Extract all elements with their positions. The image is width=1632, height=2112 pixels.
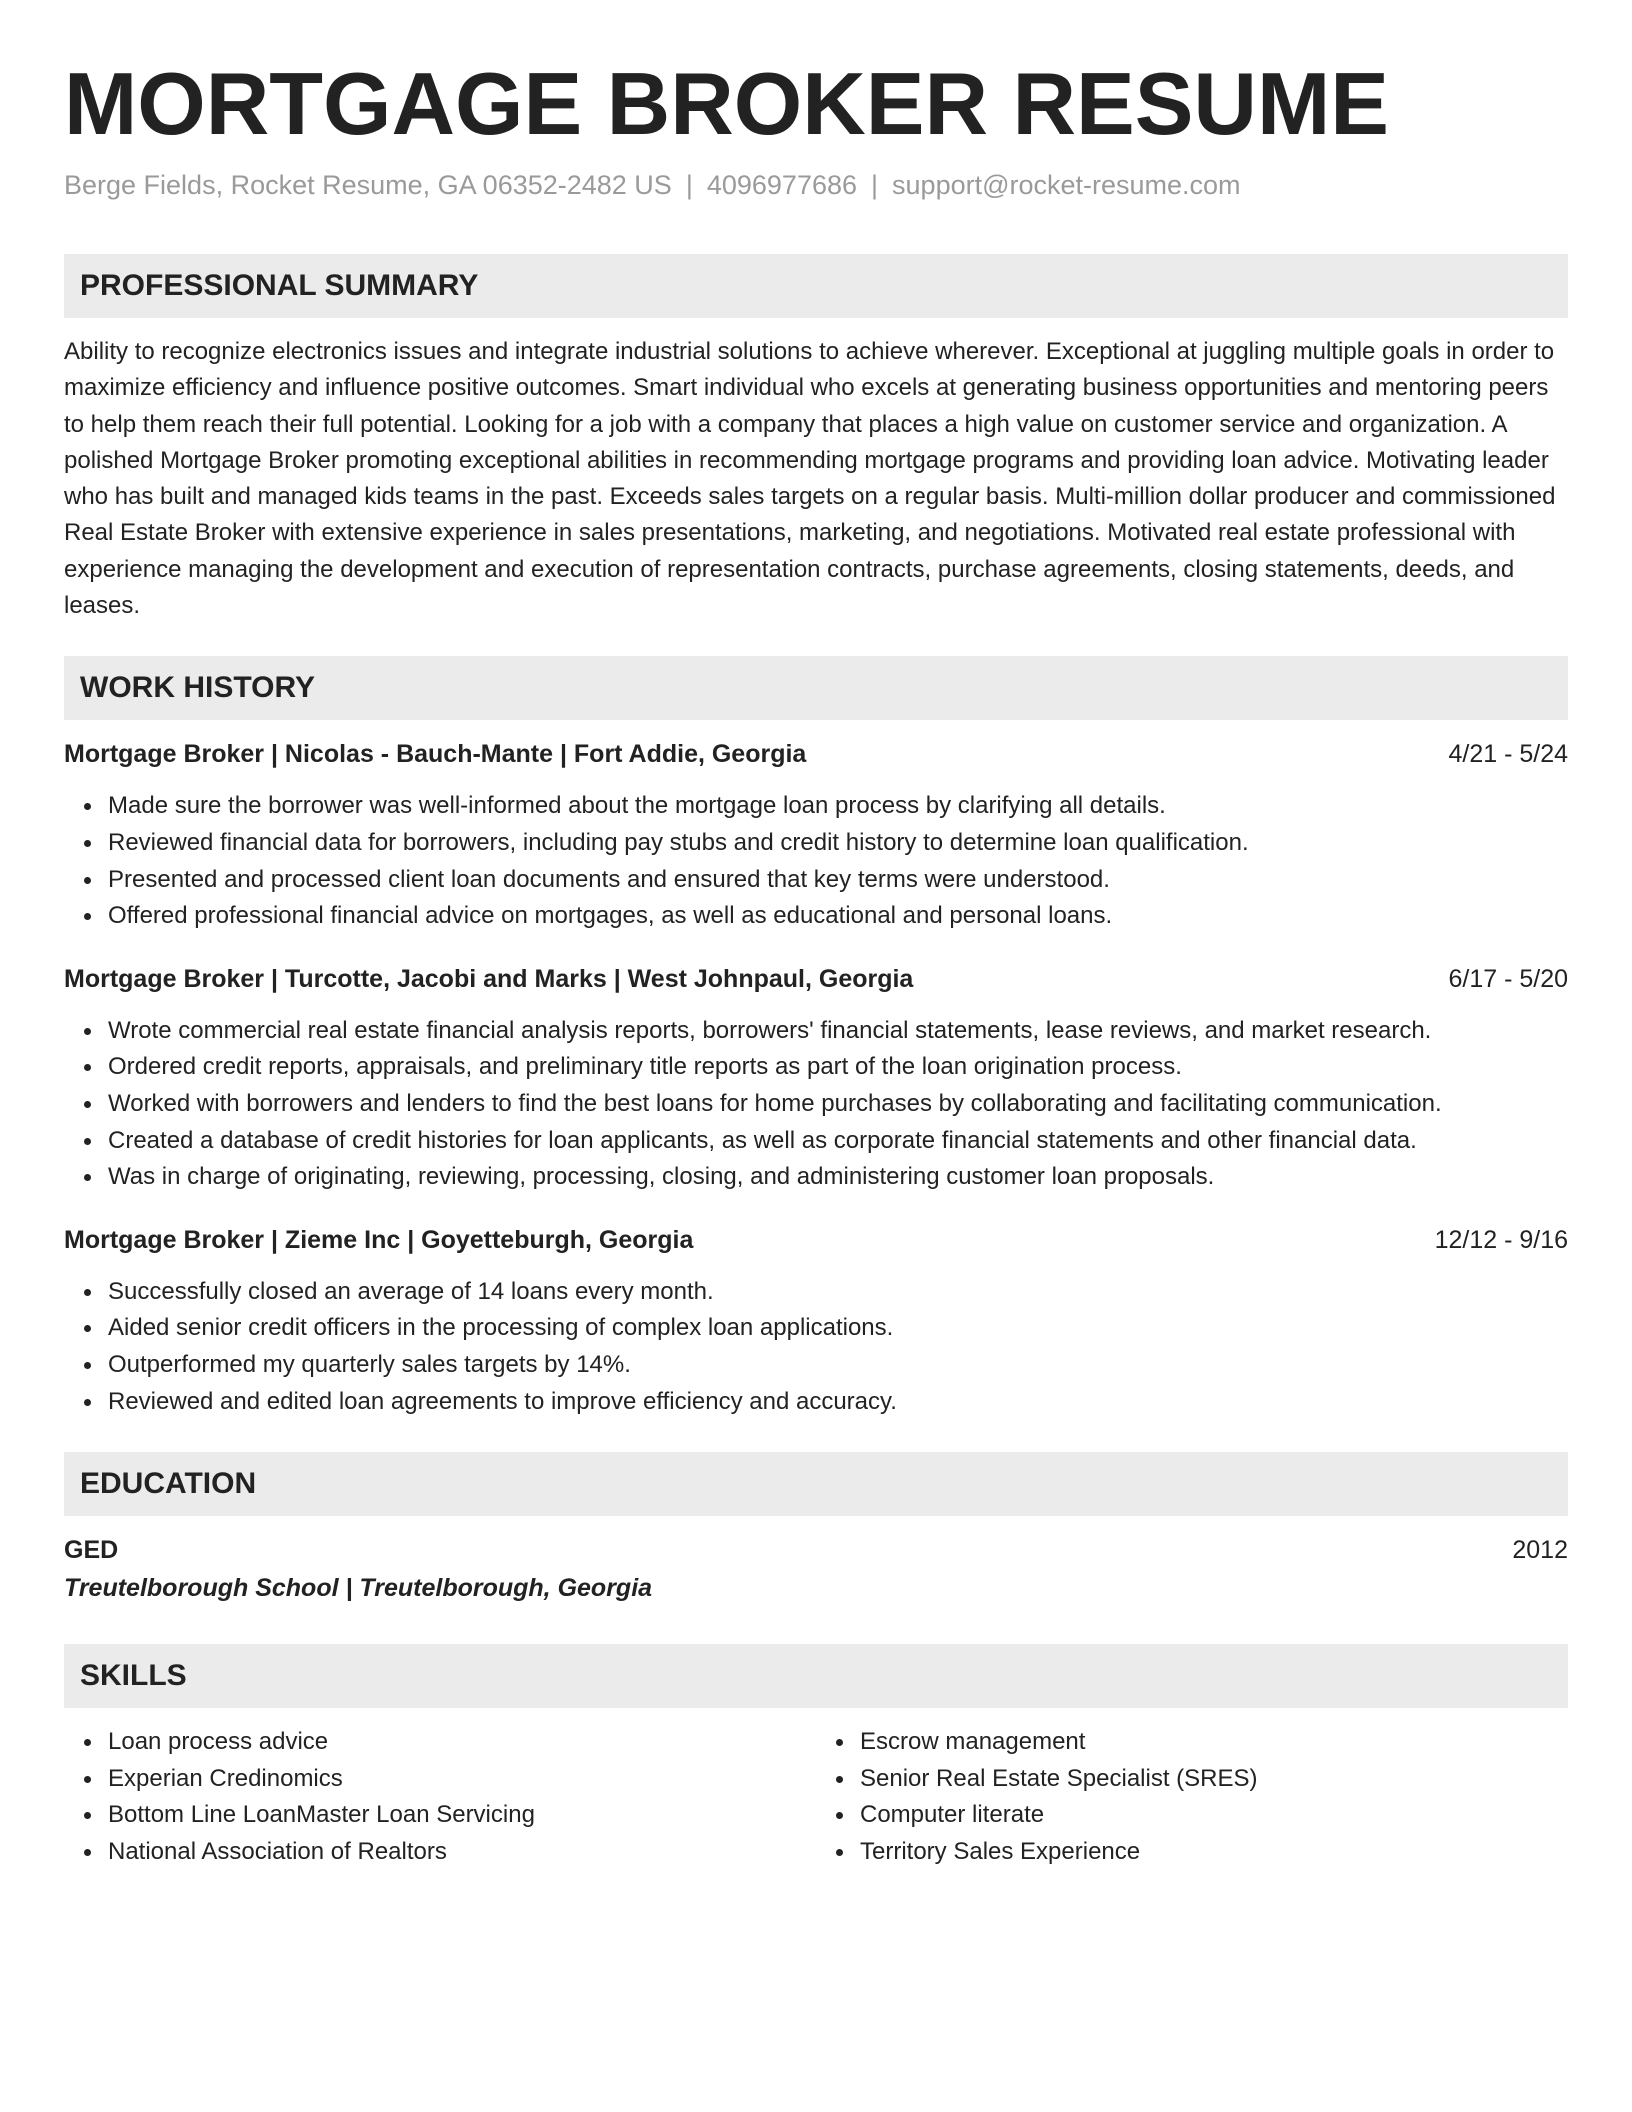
summary-text: Ability to recognize electronics issues and integrate industrial solutions to achieve wherever. Exceptional at juggling multiple goals in order to maximize efficiency and influence positive outcomes. Smart individual who excels at generating business opportunities and mentoring peers to help them reach their full potential. Looking for a job with a company that places a high value on customer service and organization. A polished Mortgage Broker promoting exceptional abilities in recommending mortgage programs and providing loan advice. Motivating leader who has built and managed kids teams in the past. Exceeds sales targets on a regular basis. Multi-million dollar producer and commissioned Real Estate Broker with extensive experience in sales presentations, marketing, and negotiations. Motivated real estate professional with experience managing the development and execution of representation contracts, purchase agreements, closing statements, deeds, and leases. xyxy=(64,338,1556,620)
contact-separator: | xyxy=(685,170,693,200)
skill-text: Territory Sales Experience xyxy=(860,1837,1141,1865)
contact-phone: 4096977686 xyxy=(706,170,858,200)
education-heading: EDUCATION xyxy=(64,1452,1568,1516)
bullet-icon xyxy=(84,1739,91,1746)
bullet-icon xyxy=(84,913,91,920)
skill-text: Computer literate xyxy=(860,1801,1045,1829)
contact-email: support@rocket-resume.com xyxy=(892,170,1241,200)
job-title: Mortgage Broker | Nicolas - Bauch-Mante | Fort Addie, Georgia xyxy=(64,740,807,769)
bullet-text: Aided senior credit officers in the processing of complex loan applications. xyxy=(108,1314,894,1342)
bullet-icon xyxy=(84,1174,91,1181)
list-item xyxy=(108,898,1568,935)
bullet-icon xyxy=(836,1849,843,1856)
skill-text: Senior Real Estate Specialist (SRES) xyxy=(860,1764,1258,1792)
bullet-icon xyxy=(836,1776,843,1783)
skill-text: Bottom Line LoanMaster Loan Servicing xyxy=(108,1801,535,1829)
list-item xyxy=(108,1834,816,1871)
skill-text: Experian Credinomics xyxy=(108,1764,343,1792)
bullet-text: Reviewed and edited loan agreements to improve efficiency and accuracy. xyxy=(108,1387,897,1415)
list-item xyxy=(860,1834,1568,1871)
list-item xyxy=(108,1049,1568,1086)
bullet-icon xyxy=(84,1776,91,1783)
bullet-icon xyxy=(84,1812,91,1819)
bullet-icon xyxy=(84,1101,91,1108)
contact-address: Berge Fields, Rocket Resume, GA 06352-2482 US xyxy=(64,170,672,200)
skill-text: Escrow management xyxy=(860,1728,1086,1756)
job-dates: 6/17 - 5/20 xyxy=(1448,964,1568,993)
bullet-text: Successfully closed an average of 14 loans every month. xyxy=(108,1277,714,1305)
job-title: Mortgage Broker | Turcotte, Jacobi and Marks | West Johnpaul, Georgia xyxy=(64,964,914,993)
list-item xyxy=(860,1724,1568,1761)
list-item xyxy=(108,1274,1568,1311)
list-item xyxy=(108,1123,1568,1160)
skill-text: Loan process advice xyxy=(108,1728,329,1756)
list-item xyxy=(108,1724,816,1761)
contact-separator: | xyxy=(871,170,879,200)
list-item xyxy=(108,862,1568,899)
bullet-text: Ordered credit reports, appraisals, and preliminary title reports as part of the loan origination process. xyxy=(108,1053,1182,1081)
bullet-icon xyxy=(84,1362,91,1369)
job-header xyxy=(64,961,1568,997)
list-item xyxy=(860,1797,1568,1834)
bullet-icon xyxy=(84,1064,91,1071)
skill-text: National Association of Realtors xyxy=(108,1837,447,1865)
bullet-icon xyxy=(84,1028,91,1035)
job-bullets xyxy=(64,788,1568,934)
list-item xyxy=(108,1013,1568,1050)
bullet-text: Reviewed financial data for borrowers, including pay stubs and credit history to determine loan qualification. xyxy=(108,828,1249,856)
list-item xyxy=(108,1384,1568,1421)
bullet-icon xyxy=(84,1325,91,1332)
list-item xyxy=(108,1761,816,1798)
work-history-heading: WORK HISTORY xyxy=(64,656,1568,720)
bullet-icon xyxy=(84,877,91,884)
job-header xyxy=(64,1222,1568,1258)
education-entry xyxy=(64,1532,1568,1606)
job-entry-1 xyxy=(64,736,1568,934)
skills-list xyxy=(64,1724,1568,1870)
bullet-text: Worked with borrowers and lenders to find the best loans for home purchases by collaborating and facilitating communication. xyxy=(108,1089,1442,1117)
bullet-icon xyxy=(84,1289,91,1296)
job-title: Mortgage Broker | Zieme Inc | Goyetteburgh, Georgia xyxy=(64,1225,694,1254)
list-item xyxy=(108,1159,1568,1196)
bullet-text: Presented and processed client loan documents and ensured that key terms were understood. xyxy=(108,865,1110,893)
education-year: 2012 xyxy=(1512,1536,1568,1565)
contact-line xyxy=(64,168,1568,202)
bullet-text: Was in charge of originating, reviewing, processing, closing, and administering customer loan proposals. xyxy=(108,1163,1215,1191)
list-item xyxy=(108,1347,1568,1384)
bullet-text: Created a database of credit histories for loan applicants, as well as corporate financial statements and other financial data. xyxy=(108,1126,1417,1154)
job-dates: 12/12 - 9/16 xyxy=(1434,1225,1568,1254)
job-entry-3 xyxy=(64,1222,1568,1420)
list-item xyxy=(108,825,1568,862)
education-header xyxy=(64,1532,1568,1568)
list-item xyxy=(860,1761,1568,1798)
bullet-icon xyxy=(84,803,91,810)
bullet-icon xyxy=(84,1849,91,1856)
bullet-text: Outperformed my quarterly sales targets by 14%. xyxy=(108,1350,631,1378)
bullet-icon xyxy=(84,840,91,847)
bullet-text: Made sure the borrower was well-informed about the mortgage loan process by clarifying all details. xyxy=(108,792,1166,820)
job-header xyxy=(64,736,1568,772)
skills-column-right xyxy=(816,1724,1568,1870)
job-entry-2 xyxy=(64,961,1568,1196)
bullet-icon xyxy=(84,1138,91,1145)
bullet-icon xyxy=(836,1739,843,1746)
resume-title: MORTGAGE BROKER RESUME xyxy=(64,54,1389,153)
education-school: Treutelborough School | Treutelborough, Georgia xyxy=(64,1574,653,1603)
list-item xyxy=(108,788,1568,825)
job-bullets xyxy=(64,1013,1568,1196)
education-degree: GED xyxy=(64,1536,119,1565)
bullet-icon xyxy=(836,1812,843,1819)
bullet-icon xyxy=(84,1399,91,1406)
bullet-text: Offered professional financial advice on mortgages, as well as educational and personal loans. xyxy=(108,902,1113,930)
list-item xyxy=(108,1086,1568,1123)
list-item xyxy=(108,1797,816,1834)
skills-heading: SKILLS xyxy=(64,1644,1568,1708)
skills-column-left xyxy=(64,1724,816,1870)
job-dates: 4/21 - 5/24 xyxy=(1448,740,1568,769)
summary-heading: PROFESSIONAL SUMMARY xyxy=(64,254,1568,318)
job-bullets xyxy=(64,1274,1568,1420)
bullet-text: Wrote commercial real estate financial analysis reports, borrowers' financial statements, lease reviews, and market research. xyxy=(108,1016,1432,1044)
list-item xyxy=(108,1310,1568,1347)
